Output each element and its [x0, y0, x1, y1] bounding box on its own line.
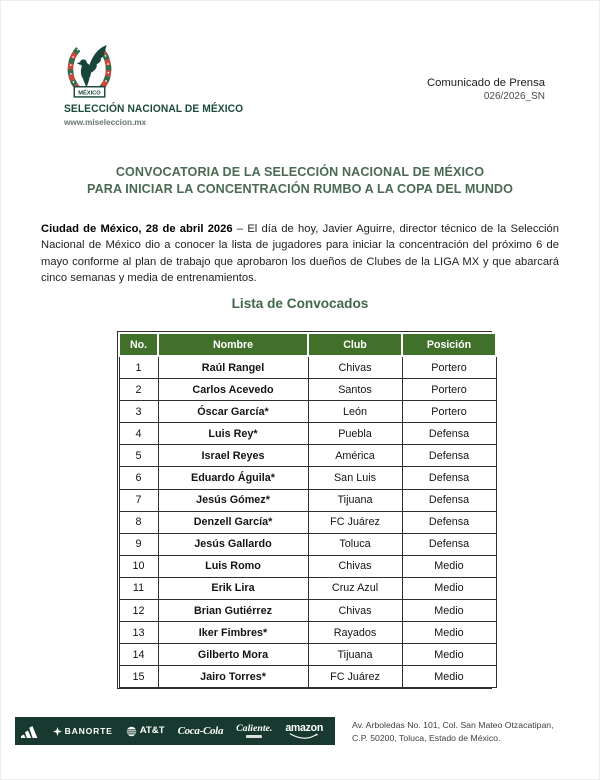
- cell-club: Chivas: [308, 555, 402, 577]
- table-row: [119, 555, 496, 577]
- address-line-1: Av. Arboledas No. 101, Col. San Mateo Otzacatipan,: [352, 720, 554, 730]
- cell-no: 4: [119, 423, 158, 445]
- table-row: [119, 644, 496, 666]
- cell-club: América: [308, 445, 402, 467]
- cell-position: Defensa: [402, 445, 496, 467]
- table-row: [119, 533, 496, 555]
- cell-club: Cruz Azul: [308, 577, 402, 599]
- cell-position: Defensa: [402, 533, 496, 555]
- table-row: [119, 445, 496, 467]
- dateline: Ciudad de México, 28 de abril 2026: [41, 223, 233, 235]
- cell-position: Medio: [402, 555, 496, 577]
- cell-name: Israel Reyes: [158, 445, 308, 467]
- paragraph-text: – El día de hoy, Javier Aguirre, director técnico de la Selección Nacional de México dio a conocer la lista de jugadores para iniciar la concentración del próximo 6 de mayo conforme al plan de trabajo que aprobaron los dueños de Clubes de la LIGA MX y que abarcará cinco semanas y media de entrenamientos.: [41, 223, 559, 284]
- convocados-table: [117, 331, 492, 689]
- doc-number: 026/2026_SN: [483, 91, 545, 102]
- crest-banner-text: MÉXICO: [78, 90, 101, 97]
- title-line-2: PARA INICIAR LA CONCENTRACIÓN RUMBO A LA COPA DEL MUNDO: [87, 181, 513, 196]
- adidas-bars-icon: [21, 725, 40, 738]
- cell-name: Jesús Gallardo: [158, 533, 308, 555]
- cell-name: Eduardo Águila*: [158, 467, 308, 489]
- header-nombre: Nombre: [158, 333, 308, 356]
- cell-position: Medio: [402, 622, 496, 644]
- table-row: [119, 356, 496, 379]
- cell-club: Chivas: [308, 600, 402, 622]
- address-block: [352, 719, 554, 744]
- table-row: [119, 622, 496, 644]
- cell-no: 15: [119, 666, 158, 688]
- cell-name: Brian Gutiérrez: [158, 600, 308, 622]
- table-row: [119, 577, 496, 599]
- cell-position: Portero: [402, 379, 496, 401]
- cell-club: Tijuana: [308, 644, 402, 666]
- cell-club: Toluca: [308, 533, 402, 555]
- header-posicion: Posición: [402, 333, 496, 356]
- table-row: [119, 666, 496, 688]
- cell-name: Óscar García*: [158, 401, 308, 423]
- table-row: [119, 511, 496, 533]
- cell-no: 5: [119, 445, 158, 467]
- list-title: Lista de Convocados: [231, 296, 369, 311]
- cell-position: Defensa: [402, 467, 496, 489]
- banorte-icon: [53, 727, 62, 736]
- cell-name: Luis Romo: [158, 555, 308, 577]
- sponsor-bar: [15, 717, 335, 745]
- amazon-logo: amazon: [285, 723, 323, 740]
- caliente-subtext-bar: [246, 735, 262, 738]
- lead-paragraph: [41, 221, 559, 286]
- cell-club: Chivas: [308, 356, 402, 379]
- header-club: Club: [308, 333, 402, 356]
- table-row: [119, 423, 496, 445]
- caliente-logo: Caliente.: [236, 724, 272, 737]
- table-row: [119, 600, 496, 622]
- cell-club: FC Juárez: [308, 666, 402, 688]
- cell-name: Iker Fimbres*: [158, 622, 308, 644]
- header-no: No.: [119, 333, 158, 356]
- att-globe-icon: [126, 726, 137, 737]
- table-header-row: [119, 333, 496, 356]
- coca-cola-logo: Coca-Cola: [177, 724, 224, 737]
- cell-name: Denzell García*: [158, 511, 308, 533]
- cell-name: Jairo Torres*: [158, 666, 308, 688]
- cell-no: 13: [119, 622, 158, 644]
- cell-club: FC Juárez: [308, 511, 402, 533]
- cell-position: Defensa: [402, 423, 496, 445]
- banorte-logo: BANORTE: [53, 727, 113, 736]
- cell-name: Jesús Gómez*: [158, 489, 308, 511]
- cell-position: Medio: [402, 666, 496, 688]
- cell-no: 9: [119, 533, 158, 555]
- adidas-logo: [21, 725, 40, 738]
- table-row: [119, 379, 496, 401]
- cell-club: Puebla: [308, 423, 402, 445]
- convocados-table-body: [119, 356, 496, 688]
- cell-no: 1: [119, 356, 158, 379]
- cell-position: Medio: [402, 600, 496, 622]
- cell-name: Luis Rey*: [158, 423, 308, 445]
- cell-club: León: [308, 401, 402, 423]
- cell-club: San Luis: [308, 467, 402, 489]
- title-line-1: CONVOCATORIA DE LA SELECCIÓN NACIONAL DE MÉXICO: [115, 165, 485, 179]
- cell-position: Medio: [402, 644, 496, 666]
- cell-no: 10: [119, 555, 158, 577]
- cell-name: Gilberto Mora: [158, 644, 308, 666]
- cell-position: Defensa: [402, 511, 496, 533]
- cell-no: 14: [119, 644, 158, 666]
- doc-type-label: Comunicado de Prensa: [426, 77, 545, 89]
- table-row: [119, 467, 496, 489]
- amazon-smile-icon: [288, 733, 320, 739]
- cell-no: 3: [119, 401, 158, 423]
- fmf-crest-logo: [63, 41, 116, 102]
- cell-no: 11: [119, 577, 158, 599]
- table-row: [119, 489, 496, 511]
- cell-name: Carlos Acevedo: [158, 379, 308, 401]
- cell-no: 6: [119, 467, 158, 489]
- att-logo: AT&T: [126, 726, 165, 737]
- cell-position: Defensa: [402, 489, 496, 511]
- table-row: [119, 401, 496, 423]
- cell-position: Portero: [402, 401, 496, 423]
- cell-no: 2: [119, 379, 158, 401]
- org-name: SELECCIÓN NACIONAL DE MÉXICO: [64, 103, 244, 115]
- cell-name: Raúl Rangel: [158, 356, 308, 379]
- cell-club: Rayados: [308, 622, 402, 644]
- document-title: [0, 164, 600, 197]
- press-release-meta: [427, 77, 545, 102]
- cell-no: 7: [119, 489, 158, 511]
- cell-name: Erik Lira: [158, 577, 308, 599]
- cell-club: Tijuana: [308, 489, 402, 511]
- address-line-2: C.P. 50200, Toluca, Estado de México.: [352, 732, 501, 743]
- cell-position: Medio: [402, 577, 496, 599]
- org-website: www.miseleccion.mx: [64, 118, 147, 127]
- cell-no: 8: [119, 511, 158, 533]
- cell-position: Portero: [402, 356, 496, 379]
- cell-club: Santos: [308, 379, 402, 401]
- cell-no: 12: [119, 600, 158, 622]
